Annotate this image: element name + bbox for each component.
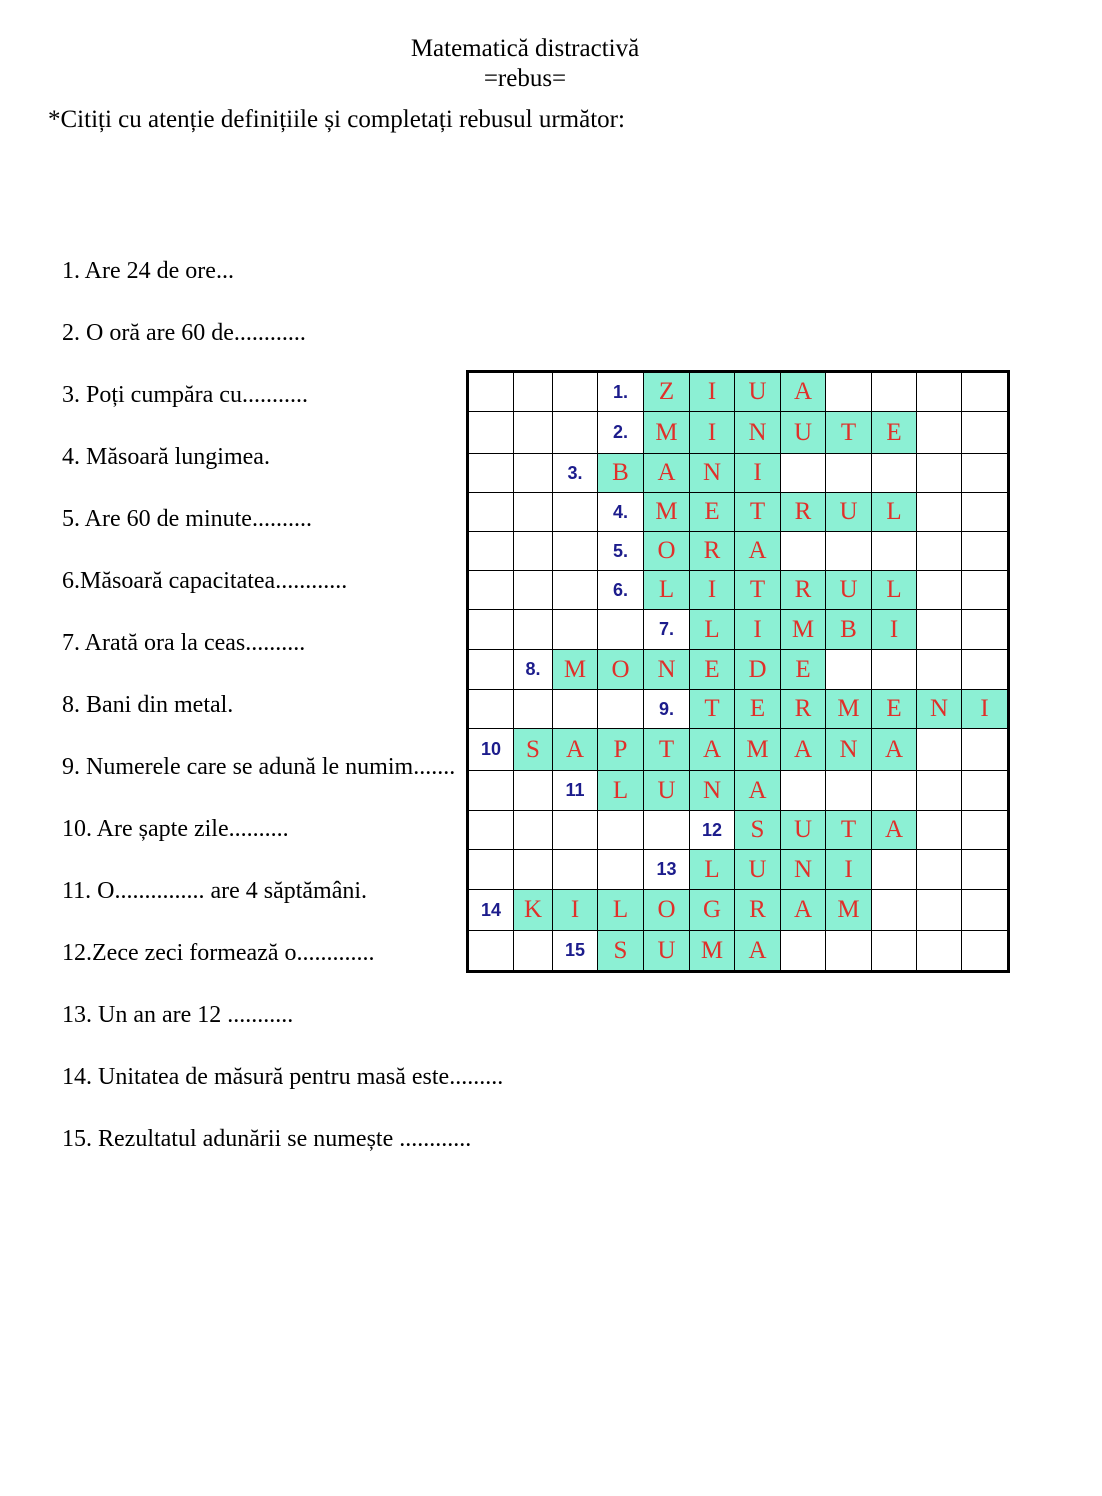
empty-cell: [468, 610, 514, 650]
empty-cell: [598, 690, 644, 729]
empty-cell: [553, 532, 598, 571]
grid-row: [468, 729, 1009, 771]
clue-number: 13: [644, 850, 690, 890]
answer-letter: N: [917, 690, 962, 729]
answer-letter: U: [644, 931, 690, 972]
empty-cell: [826, 372, 872, 412]
answer-letter: L: [644, 571, 690, 610]
empty-cell: [962, 771, 1009, 811]
grid-row: [468, 931, 1009, 972]
empty-cell: [917, 931, 962, 972]
empty-cell: [917, 811, 962, 850]
answer-letter: D: [735, 650, 781, 690]
answer-letter: A: [872, 811, 917, 850]
empty-cell: [872, 532, 917, 571]
empty-cell: [468, 690, 514, 729]
empty-cell: [468, 412, 514, 454]
answer-letter: L: [872, 493, 917, 532]
worksheet-title: Matematică distractivă: [410, 35, 640, 62]
grid-row: [468, 610, 1009, 650]
instruction-text: *Citiți cu atenție definițiile și completați rebusul următor:: [48, 106, 625, 133]
answer-letter: B: [598, 454, 644, 493]
empty-cell: [917, 610, 962, 650]
grid-row: [468, 850, 1009, 890]
clue-number: 1.: [598, 372, 644, 412]
empty-cell: [917, 532, 962, 571]
grid-row: [468, 412, 1009, 454]
answer-letter: T: [735, 571, 781, 610]
answer-letter: G: [690, 890, 735, 931]
clue-9: 9. Numerele care se adună le numim.......: [62, 754, 456, 780]
answer-letter: R: [781, 690, 826, 729]
empty-cell: [962, 571, 1009, 610]
clue-6: 6.Măsoară capacitatea............: [62, 568, 348, 594]
answer-letter: I: [735, 610, 781, 650]
clue-number: 11: [553, 771, 598, 811]
empty-cell: [514, 412, 553, 454]
empty-cell: [553, 811, 598, 850]
answer-letter: L: [598, 890, 644, 931]
answer-letter: N: [644, 650, 690, 690]
answer-letter: M: [690, 931, 735, 972]
empty-cell: [468, 532, 514, 571]
answer-letter: M: [826, 690, 872, 729]
clue-15: 15. Rezultatul adunării se numește ............: [62, 1126, 472, 1152]
empty-cell: [514, 690, 553, 729]
empty-cell: [514, 454, 553, 493]
answer-letter: U: [826, 571, 872, 610]
answer-letter: A: [735, 532, 781, 571]
answer-letter: N: [690, 771, 735, 811]
empty-cell: [553, 372, 598, 412]
empty-cell: [468, 454, 514, 493]
answer-letter: E: [872, 690, 917, 729]
empty-cell: [917, 850, 962, 890]
empty-cell: [917, 454, 962, 493]
clue-number: 12: [690, 811, 735, 850]
answer-letter: K: [514, 890, 553, 931]
answer-letter: A: [690, 729, 735, 771]
grid-row: [468, 372, 1009, 412]
empty-cell: [781, 771, 826, 811]
answer-letter: E: [735, 690, 781, 729]
answer-letter: L: [690, 610, 735, 650]
empty-cell: [872, 890, 917, 931]
answer-letter: T: [826, 412, 872, 454]
empty-cell: [962, 811, 1009, 850]
answer-letter: B: [826, 610, 872, 650]
clue-number: 5.: [598, 532, 644, 571]
empty-cell: [917, 372, 962, 412]
empty-cell: [468, 931, 514, 972]
empty-cell: [514, 850, 553, 890]
empty-cell: [553, 690, 598, 729]
answer-letter: M: [781, 610, 826, 650]
empty-cell: [962, 890, 1009, 931]
empty-cell: [826, 771, 872, 811]
empty-cell: [598, 850, 644, 890]
clue-4: 4. Măsoară lungimea.: [62, 444, 270, 470]
answer-letter: I: [553, 890, 598, 931]
empty-cell: [553, 850, 598, 890]
answer-letter: E: [781, 650, 826, 690]
empty-cell: [826, 931, 872, 972]
answer-letter: I: [735, 454, 781, 493]
empty-cell: [826, 532, 872, 571]
clue-8: 8. Bani din metal.: [62, 692, 234, 718]
clue-14: 14. Unitatea de măsură pentru masă este.........: [62, 1064, 504, 1090]
clue-13: 13. Un an are 12 ...........: [62, 1002, 294, 1028]
empty-cell: [872, 454, 917, 493]
answer-letter: E: [690, 493, 735, 532]
empty-cell: [514, 532, 553, 571]
answer-letter: P: [598, 729, 644, 771]
clue-number: 8.: [514, 650, 553, 690]
answer-letter: E: [872, 412, 917, 454]
clue-12: 12.Zece zeci formează o.............: [62, 940, 375, 966]
answer-letter: O: [598, 650, 644, 690]
grid-row: [468, 811, 1009, 850]
empty-cell: [468, 650, 514, 690]
empty-cell: [962, 931, 1009, 972]
empty-cell: [826, 454, 872, 493]
answer-letter: A: [781, 729, 826, 771]
answer-letter: S: [514, 729, 553, 771]
empty-cell: [781, 532, 826, 571]
empty-cell: [468, 571, 514, 610]
clue-5: 5. Are 60 de minute..........: [62, 506, 312, 532]
empty-cell: [468, 771, 514, 811]
grid-row: [468, 690, 1009, 729]
empty-cell: [553, 571, 598, 610]
empty-cell: [962, 454, 1009, 493]
answer-letter: L: [598, 771, 644, 811]
answer-letter: A: [781, 372, 826, 412]
clue-number: 10: [468, 729, 514, 771]
empty-cell: [553, 610, 598, 650]
answer-letter: M: [644, 412, 690, 454]
empty-cell: [514, 931, 553, 972]
empty-cell: [468, 493, 514, 532]
empty-cell: [826, 650, 872, 690]
answer-letter: A: [735, 771, 781, 811]
answer-letter: I: [690, 571, 735, 610]
answer-letter: T: [644, 729, 690, 771]
answer-letter: I: [690, 372, 735, 412]
clue-number: 14: [468, 890, 514, 931]
worksheet-subtitle: =rebus=: [483, 65, 567, 92]
grid-row: [468, 650, 1009, 690]
empty-cell: [962, 850, 1009, 890]
empty-cell: [468, 372, 514, 412]
answer-letter: I: [690, 412, 735, 454]
answer-letter: S: [598, 931, 644, 972]
answer-letter: Z: [644, 372, 690, 412]
grid-row: [468, 571, 1009, 610]
answer-letter: R: [690, 532, 735, 571]
empty-cell: [917, 771, 962, 811]
answer-letter: N: [781, 850, 826, 890]
answer-letter: U: [735, 372, 781, 412]
answer-letter: I: [962, 690, 1009, 729]
answer-letter: M: [735, 729, 781, 771]
answer-letter: T: [826, 811, 872, 850]
grid-row: [468, 771, 1009, 811]
clue-number: 6.: [598, 571, 644, 610]
answer-letter: N: [826, 729, 872, 771]
empty-cell: [917, 890, 962, 931]
answer-letter: S: [735, 811, 781, 850]
empty-cell: [962, 729, 1009, 771]
empty-cell: [917, 493, 962, 532]
empty-cell: [962, 610, 1009, 650]
answer-letter: N: [735, 412, 781, 454]
grid-row: [468, 454, 1009, 493]
answer-letter: A: [644, 454, 690, 493]
grid-row: [468, 532, 1009, 571]
empty-cell: [872, 850, 917, 890]
clue-10: 10. Are șapte zile..........: [62, 816, 289, 842]
empty-cell: [514, 610, 553, 650]
answer-letter: U: [781, 412, 826, 454]
empty-cell: [468, 850, 514, 890]
empty-cell: [514, 811, 553, 850]
answer-letter: I: [826, 850, 872, 890]
answer-letter: O: [644, 532, 690, 571]
clue-number: 3.: [553, 454, 598, 493]
empty-cell: [872, 650, 917, 690]
answer-letter: A: [553, 729, 598, 771]
clue-number: 4.: [598, 493, 644, 532]
answer-letter: L: [872, 571, 917, 610]
answer-letter: L: [690, 850, 735, 890]
empty-cell: [514, 493, 553, 532]
clue-number: 2.: [598, 412, 644, 454]
empty-cell: [962, 493, 1009, 532]
answer-letter: R: [735, 890, 781, 931]
empty-cell: [781, 931, 826, 972]
empty-cell: [962, 650, 1009, 690]
empty-cell: [598, 610, 644, 650]
answer-letter: A: [872, 729, 917, 771]
grid-row: [468, 493, 1009, 532]
answer-letter: A: [735, 931, 781, 972]
clue-3: 3. Poți cumpăra cu...........: [62, 382, 308, 408]
empty-cell: [917, 650, 962, 690]
answer-letter: A: [781, 890, 826, 931]
clue-number: 7.: [644, 610, 690, 650]
answer-letter: E: [690, 650, 735, 690]
answer-letter: T: [735, 493, 781, 532]
answer-letter: U: [644, 771, 690, 811]
answer-letter: M: [553, 650, 598, 690]
clue-1: 1. Are 24 de ore...: [62, 258, 234, 284]
empty-cell: [514, 571, 553, 610]
empty-cell: [917, 729, 962, 771]
answer-letter: M: [644, 493, 690, 532]
answer-letter: I: [872, 610, 917, 650]
answer-letter: N: [690, 454, 735, 493]
empty-cell: [514, 771, 553, 811]
clue-11: 11. O............... are 4 săptămâni.: [62, 878, 368, 904]
answer-letter: O: [644, 890, 690, 931]
crossword-grid: [466, 370, 1010, 973]
answer-letter: M: [826, 890, 872, 931]
empty-cell: [644, 811, 690, 850]
answer-letter: R: [781, 493, 826, 532]
empty-cell: [872, 931, 917, 972]
empty-cell: [962, 532, 1009, 571]
empty-cell: [781, 454, 826, 493]
answer-letter: U: [735, 850, 781, 890]
answer-letter: U: [781, 811, 826, 850]
clue-7: 7. Arată ora la ceas..........: [62, 630, 306, 656]
empty-cell: [468, 811, 514, 850]
clue-number: 15: [553, 931, 598, 972]
answer-letter: U: [826, 493, 872, 532]
empty-cell: [872, 771, 917, 811]
empty-cell: [553, 412, 598, 454]
answer-letter: R: [781, 571, 826, 610]
empty-cell: [917, 412, 962, 454]
empty-cell: [962, 412, 1009, 454]
empty-cell: [917, 571, 962, 610]
empty-cell: [514, 372, 553, 412]
empty-cell: [553, 493, 598, 532]
empty-cell: [872, 372, 917, 412]
clue-2: 2. O oră are 60 de............: [62, 320, 306, 346]
answer-letter: T: [690, 690, 735, 729]
grid-row: [468, 890, 1009, 931]
clue-number: 9.: [644, 690, 690, 729]
empty-cell: [962, 372, 1009, 412]
empty-cell: [598, 811, 644, 850]
